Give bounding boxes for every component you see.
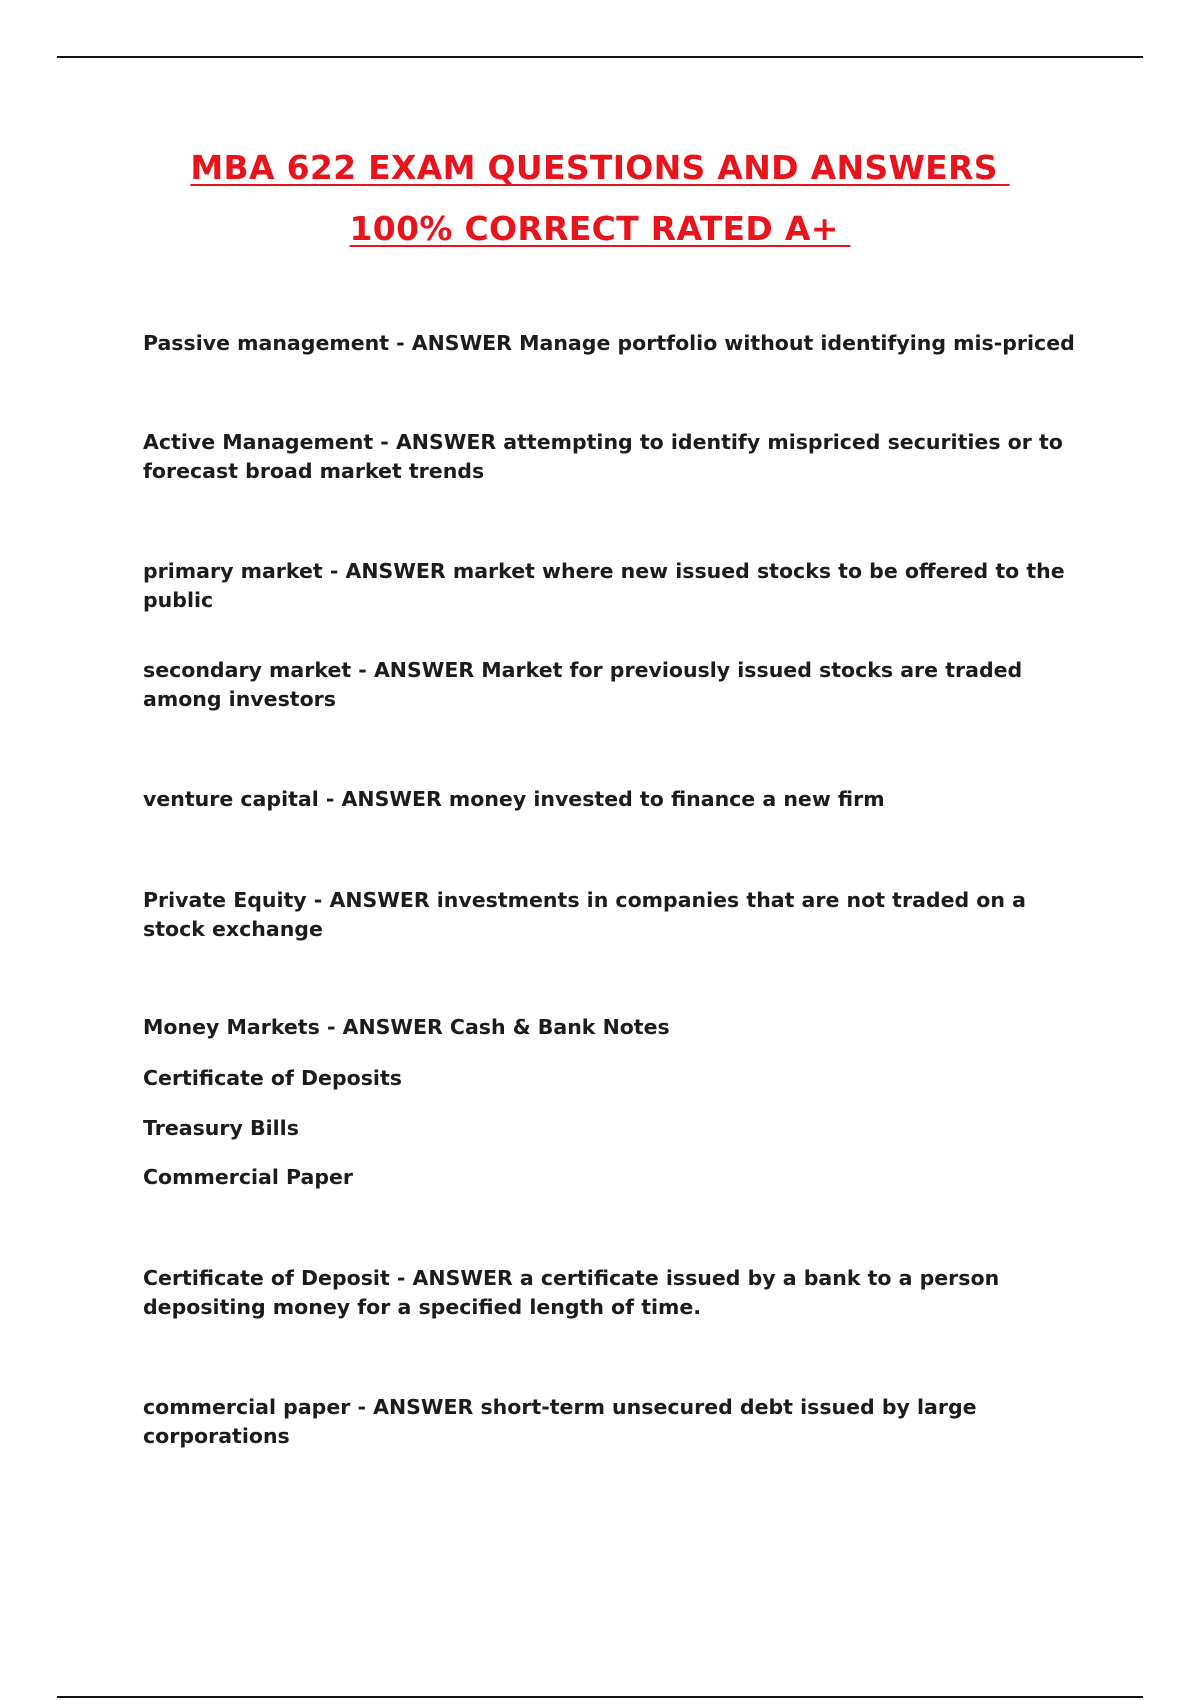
- entry-answer: short-term unsecured debt issued by large corporations: [143, 1395, 977, 1448]
- money-market-item: Commercial Paper: [143, 1165, 354, 1189]
- entry-separator: - ANSWER: [322, 559, 453, 583]
- qa-entry-active-management: [143, 428, 1093, 486]
- entry-term: commercial paper: [143, 1395, 351, 1419]
- entry-answer: Cash & Bank Notes: [449, 1015, 670, 1039]
- entry-answer: investments in companies that are not traded on a stock exchange: [143, 888, 1026, 941]
- entry-answer: a certificate issued by a bank to a person depositing money for a specified length of time.: [143, 1266, 1000, 1319]
- document-title-line-1: [0, 148, 1200, 188]
- entry-term: primary market: [143, 559, 323, 583]
- entry-answer: market where new issued stocks to be offered to the public: [143, 559, 1065, 612]
- entry-separator: - ANSWER: [318, 787, 449, 811]
- entry-answer: Manage portfolio without identifying mis-priced: [519, 331, 1075, 355]
- entry-separator: - ANSWER: [319, 1015, 450, 1039]
- qa-entry-private-equity: [143, 886, 1093, 944]
- entry-answer: Market for previously issued stocks are traded among investors: [143, 658, 1023, 711]
- qa-entry-money-markets: [143, 1013, 1093, 1042]
- entry-separator: - ANSWER: [350, 1395, 481, 1419]
- entry-term: Certificate of Deposit: [143, 1266, 390, 1290]
- money-market-item: Treasury Bills: [143, 1116, 299, 1140]
- entry-term: secondary market: [143, 658, 352, 682]
- entry-separator: - ANSWER: [373, 430, 504, 454]
- entry-separator: - ANSWER: [389, 1266, 520, 1290]
- qa-entry-venture-capital: [143, 785, 1093, 814]
- entry-term: Passive management: [143, 331, 389, 355]
- title-line-1-text: MBA 622 EXAM QUESTIONS AND ANSWERS: [190, 148, 1010, 187]
- entry-term: venture capital: [143, 787, 319, 811]
- entry-term: Money Markets: [143, 1015, 320, 1039]
- entry-answer: money invested to finance a new firm: [448, 787, 885, 811]
- money-market-item: Certificate of Deposits: [143, 1066, 402, 1090]
- entry-term: Active Management: [143, 430, 374, 454]
- document-title-line-2: [0, 209, 1200, 249]
- entry-answer: attempting to identify mispriced securities or to forecast broad market trends: [143, 430, 1063, 483]
- entry-separator: - ANSWER: [389, 331, 520, 355]
- qa-entry-certificate-of-deposit: [143, 1264, 1093, 1322]
- entry-separator: - ANSWER: [306, 888, 437, 912]
- qa-entry-secondary-market: [143, 656, 1093, 714]
- top-rule: [57, 56, 1143, 58]
- entry-term: Private Equity: [143, 888, 307, 912]
- qa-entry-passive-management: [143, 329, 1093, 358]
- qa-entry-primary-market: [143, 557, 1093, 615]
- title-line-2-text: 100% CORRECT RATED A+: [349, 209, 851, 248]
- bottom-rule: [57, 1696, 1143, 1698]
- entry-separator: - ANSWER: [351, 658, 482, 682]
- qa-entry-commercial-paper: [143, 1393, 1093, 1451]
